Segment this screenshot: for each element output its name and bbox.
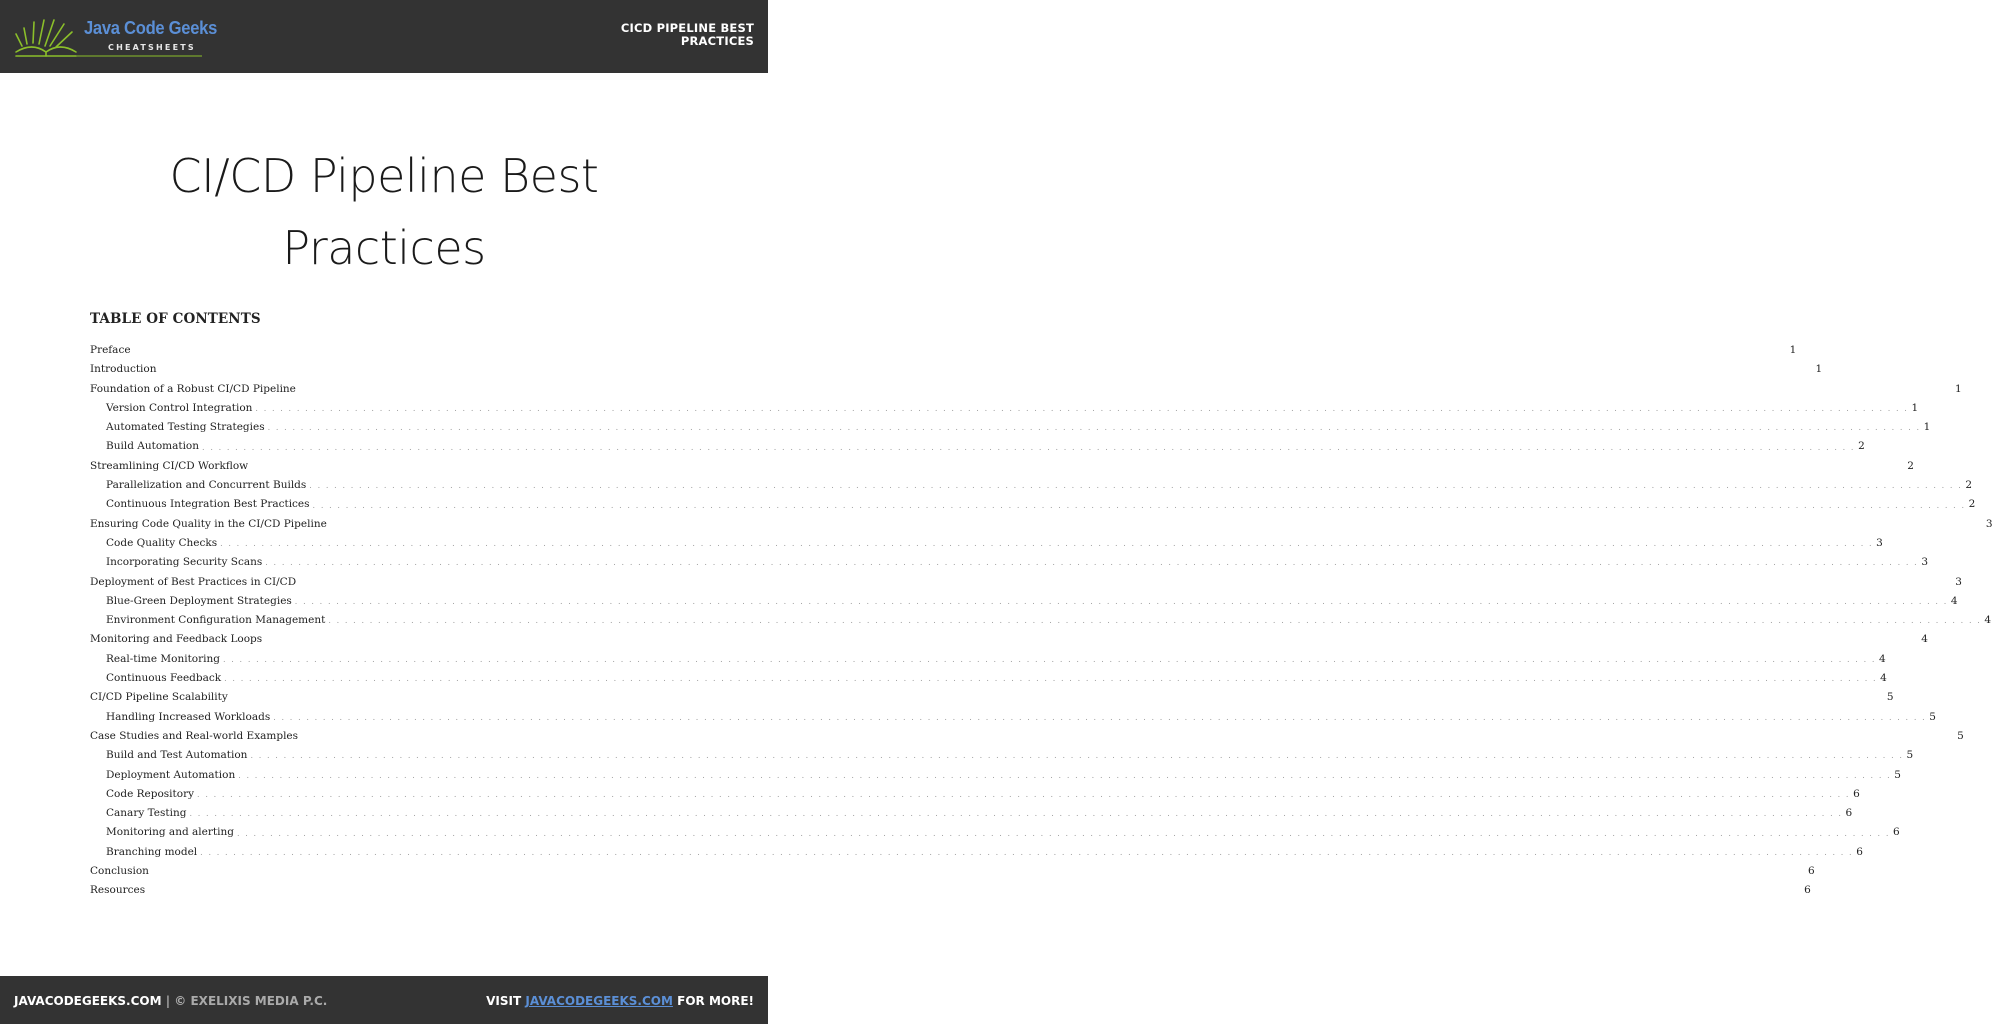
toc-entry[interactable] <box>90 457 1914 476</box>
toc-entry-page-number: 2 <box>1855 437 1865 456</box>
toc-dot-leader: . . . . . . . . . . . . . . . . . . . . . . . . . . . . . . . . . . . . . . . . . . . . . . . . . . . . . . . . . . . . . . . . . . . . . . . . . . . . . . . . . . . . . . . . . . . . . . . . . . . . . . . . . . . . . . . . . . . . . . . . . . . . . . . . . . . . . . . . . . . . . . . . . . . . . . . . . . . . . . . . . . . . . . . . . . . . . . . . . . . . . . . . . . . . . . . . . . . . . . . . <box>265 558 1919 568</box>
toc-entry-label: Streamlining CI/CD Workflow <box>90 457 251 476</box>
toc-entry[interactable] <box>90 476 1973 495</box>
toc-entry[interactable] <box>90 669 1887 688</box>
toc-entry-label: Deployment Automation <box>106 766 238 785</box>
toc-entry-label: Real-time Monitoring <box>106 650 223 669</box>
toc-entry-page-number: 1 <box>1787 341 1797 360</box>
toc-dot-leader: . . . . . . . . . . . . . . . . . . . . . . . . . . . . . . . . . . . . . . . . . . . . . . . . . . . . . . . . . . . . . . . . . . . . . . . . . . . . . . . . . . . . . . . . . . . . . . . . . . . . . . . . . . . . . . . . . . . . . . . . . . . . . . . . . . . . . . . . . . . . . . . . . . . . . . . . . . . . . . . . . . . . . . . . . . . . . . . . . . . . . . . . . . . . . . . . . . . . . . . . <box>189 809 1843 819</box>
toc-entry-page-number: 6 <box>1890 823 1900 842</box>
toc-entry[interactable] <box>90 862 1815 881</box>
toc-entry-label: Build Automation <box>106 437 202 456</box>
toc-entry[interactable] <box>90 534 1883 553</box>
toc-entry-label: Handling Increased Workloads <box>106 708 273 727</box>
header-title-line-2: PRACTICES <box>680 34 754 48</box>
java-code-geeks-logo[interactable] <box>12 12 218 60</box>
toc-entry[interactable] <box>90 341 1797 360</box>
header-document-title <box>554 22 754 48</box>
toc-dot-leader: . . . . . . . . . . . . . . . . . . . . . . . . . . . . . . . . . . . . . . . . . . . . . . . . . . . . . . . . . . . . . . . . . . . . . . . . . . . . . . . . . . . . . . . . . . . . . . . . . . . . . . . . . . . . . . . . . . . . . . . . . . . . . . . . . . . . . . . . . . . . . . . . . . . . . . . . . . . . . . . . . . . . . . . . . . . . . . . . . . . . . . . . . . . . . . . . . . . . . . . . <box>328 616 1982 626</box>
toc-entry-page-number: 4 <box>1877 669 1887 688</box>
toc-dot-leader: . . . . . . . . . . . . . . . . . . . . . . . . . . . . . . . . . . . . . . . . . . . . . . . . . . . . . . . . . . . . . . . . . . . . . . . . . . . . . . . . . . . . . . . . . . . . . . . . . . . . . . . . . . . . . . . . . . . . . . . . . . . . . . . . . . . . . . . . . . . . . . . . . . . . . . . . . . . . . . . . . . . . . . . . . . . . . . . . . . . . . . . . . . . . . . . . . . . . . . . . <box>202 442 1856 452</box>
toc-entry-label: Canary Testing <box>106 804 189 823</box>
toc-entry[interactable] <box>90 553 1928 572</box>
toc-dot-leader: . . . . . . . . . . . . . . . . . . . . . . . . . . . . . . . . . . . . . . . . . . . . . . . . . . . . . . . . . . . . . . . . . . . . . . . . . . . . . . . . . . . . . . . . . . . . . . . . . . . . . . . . . . . . . . . . . . . . . . . . . . . . . . . . . . . . . . . . . . . . . . . . . . . . . . . . . . . . . . . . . . . . . . . . . . . . . . . . . . . . . . . . . . . . . . . . . . . . . . . . <box>273 712 1927 722</box>
toc-dot-leader: . . . . . . . . . . . . . . . . . . . . . . . . . . . . . . . . . . . . . . . . . . . . . . . . . . . . . . . . . . . . . . . . . . . . . . . . . . . . . . . . . . . . . . . . . . . . . . . . . . . . . . . . . . . . . . . . . . . . . . . . . . . . . . . . . . . . . . . . . . . . . . . . . . . . . . . . . . . . . . . . . . . . . . . . . . . . . . . . . . . . . . . . . . . . . . . . . . . . . . . . <box>267 423 1921 433</box>
toc-entry-label: Monitoring and alerting <box>106 823 237 842</box>
open-book-rays-logo-icon <box>12 12 84 60</box>
footer-site-name: JAVACODEGEEKS.COM <box>14 994 162 1008</box>
toc-dot-leader: . . . . . . . . . . . . . . . . . . . . . . . . . . . . . . . . . . . . . . . . . . . . . . . . . . . . . . . . . . . . . . . . . . . . . . . . . . . . . . . . . . . . . . . . . . . . . . . . . . . . . . . . . . . . . . . . . . . . . . . . . . . . . . . . . . . . . . . . . . . . . . . . . . . . . . . . . . . . . . . . . . . . . . . . . . . . . . . . . . . . . . . . . . . . . . . . . . . . . . . . <box>238 770 1892 780</box>
toc-entry-label: Deployment of Best Practices in CI/CD <box>90 573 299 592</box>
toc-entry[interactable] <box>90 746 1914 765</box>
toc-entry-page-number: 3 <box>1952 573 1962 592</box>
toc-entry-label: Preface <box>90 341 134 360</box>
toc-entry-label: Incorporating Security Scans <box>106 553 265 572</box>
toc-entry-page-number: 5 <box>1954 727 1964 746</box>
toc-dot-leader: . . . . . . . . . . . . . . . . . . . . . . . . . . . . . . . . . . . . . . . . . . . . . . . . . . . . . . . . . . . . . . . . . . . . . . . . . . . . . . . . . . . . . . . . . . . . . . . . . . . . . . . . . . . . . . . . . . . . . . . . . . . . . . . . . . . . . . . . . . . . . . . . . . . . . . . . . . . . . . . . . . . . . . . . . . . . . . . . . . . . . . . . . . . . . . . . . . . . . . . . <box>224 674 1878 684</box>
toc-entry-label: Foundation of a Robust CI/CD Pipeline <box>90 380 299 399</box>
toc-entry[interactable] <box>90 380 1962 399</box>
toc-entry[interactable] <box>90 650 1886 669</box>
toc-entry-page-number: 6 <box>1843 804 1853 823</box>
toc-entry[interactable] <box>90 766 1901 785</box>
toc-entry[interactable] <box>90 592 1958 611</box>
toc-entry-label: Introduction <box>90 360 160 379</box>
toc-dot-leader: . . . . . . . . . . . . . . . . . . . . . . . . . . . . . . . . . . . . . . . . . . . . . . . . . . . . . . . . . . . . . . . . . . . . . . . . . . . . . . . . . . . . . . . . . . . . . . . . . . . . . . . . . . . . . . . . . . . . . . . . . . . . . . . . . . . . . . . . . . . . . . . . . . . . . . . . . . . . . . . . . . . . . . . . . . . . . . . . . . . . . . . . . . . . . . . . . . . . . . . . <box>255 404 1909 414</box>
footer-site-link[interactable]: JAVACODEGEEKS.COM <box>525 994 673 1008</box>
toc-entry-page-number: 4 <box>1981 611 1991 630</box>
page-footer <box>0 976 768 1024</box>
toc-dot-leader: . . . . . . . . . . . . . . . . . . . . . . . . . . . . . . . . . . . . . . . . . . . . . . . . . . . . . . . . . . . . . . . . . . . . . . . . . . . . . . . . . . . . . . . . . . . . . . . . . . . . . . . . . . . . . . . . . . . . . . . . . . . . . . . . . . . . . . . . . . . . . . . . . . . . . . . . . . . . . . . . . . . . . . . . . . . . . . . . . . . . . . . . . . . . . . . . . . . . . . . . <box>197 789 1851 799</box>
toc-entry[interactable] <box>90 804 1853 823</box>
toc-entry-label: Build and Test Automation <box>106 746 250 765</box>
toc-dot-leader: . . . . . . . . . . . . . . . . . . . . . . . . . . . . . . . . . . . . . . . . . . . . . . . . . . . . . . . . . . . . . . . . . . . . . . . . . . . . . . . . . . . . . . . . . . . . . . . . . . . . . . . . . . . . . . . . . . . . . . . . . . . . . . . . . . . . . . . . . . . . . . . . . . . . . . . . . . . . . . . . . . . . . . . . . . . . . . . . . . . . . . . . . . . . . . . . . . . . . . . . <box>200 847 1854 857</box>
toc-entry[interactable] <box>90 418 1931 437</box>
page-header <box>0 0 768 73</box>
toc-entry-label: Automated Testing Strategies <box>106 418 268 437</box>
toc-entry[interactable] <box>90 785 1860 804</box>
toc-entry-label: Continuous Integration Best Practices <box>106 495 313 514</box>
toc-entry-page-number: 2 <box>1904 457 1914 476</box>
toc-entry-page-number: 3 <box>1873 534 1883 553</box>
toc-entry-label: Environment Configuration Management <box>106 611 328 630</box>
footer-visit <box>486 994 754 1008</box>
toc-entry-page-number: 6 <box>1853 843 1863 862</box>
toc-entry-page-number: 4 <box>1918 630 1928 649</box>
toc-entry-label: Continuous Feedback <box>106 669 224 688</box>
toc-entry[interactable] <box>90 727 1964 746</box>
toc-entry[interactable] <box>90 399 1919 418</box>
footer-visit-suffix: FOR MORE! <box>677 994 754 1008</box>
toc-entry-label: Ensuring Code Quality in the CI/CD Pipeline <box>90 515 330 534</box>
document-title-line-2: Practices <box>282 221 486 275</box>
toc-entry-page-number: 6 <box>1805 862 1815 881</box>
toc-entry[interactable] <box>90 708 1936 727</box>
toc-entry-page-number: 5 <box>1904 746 1914 765</box>
toc-entry-label: Conclusion <box>90 862 152 881</box>
toc-entry-label: CI/CD Pipeline Scalability <box>90 688 231 707</box>
toc-dot-leader: . . . . . . . . . . . . . . . . . . . . . . . . . . . . . . . . . . . . . . . . . . . . . . . . . . . . . . . . . . . . . . . . . . . . . . . . . . . . . . . . . . . . . . . . . . . . . . . . . . . . . . . . . . . . . . . . . . . . . . . . . . . . . . . . . . . . . . . . . . . . . . . . . . . . . . . . . . . . . . . . . . . . . . . . . . . . . . . . . . . . . . . . . . . . . . . . . . . . . . . . <box>236 828 1890 838</box>
toc-entry[interactable] <box>90 611 1992 630</box>
toc-entry-page-number: 2 <box>1962 476 1972 495</box>
toc-entry-label: Case Studies and Real-world Examples <box>90 727 301 746</box>
document-title-line-1: CI/CD Pipeline Best <box>169 149 599 203</box>
footer-copyright <box>14 994 327 1008</box>
header-title-line-1: CICD PIPELINE BEST <box>620 21 754 35</box>
toc-entry[interactable] <box>90 823 1900 842</box>
toc-entry[interactable] <box>90 630 1928 649</box>
toc-entry-page-number: 5 <box>1884 688 1894 707</box>
toc-dot-leader: . . . . . . . . . . . . . . . . . . . . . . . . . . . . . . . . . . . . . . . . . . . . . . . . . . . . . . . . . . . . . . . . . . . . . . . . . . . . . . . . . . . . . . . . . . . . . . . . . . . . . . . . . . . . . . . . . . . . . . . . . . . . . . . . . . . . . . . . . . . . . . . . . . . . . . . . . . . . . . . . . . . . . . . . . . . . . . . . . . . . . . . . . . . . . . . . . . . . . . . . <box>250 751 1904 761</box>
toc-entry[interactable] <box>90 573 1962 592</box>
toc-entry-page-number: 6 <box>1801 881 1811 900</box>
logo-subtitle: CHEATSHEETS <box>108 43 196 52</box>
footer-copyright-text: | © EXELIXIS MEDIA P.C. <box>165 994 328 1008</box>
toc-entry[interactable] <box>90 843 1863 862</box>
toc-heading: TABLE OF CONTENTS <box>90 311 261 327</box>
toc-entry-page-number: 4 <box>1948 592 1958 611</box>
toc-entry[interactable] <box>90 688 1894 707</box>
toc-entry-label: Branching model <box>106 843 200 862</box>
toc-entry-page-number: 2 <box>1966 495 1976 514</box>
toc-entry-page-number: 6 <box>1850 785 1860 804</box>
toc-entry-page-number: 3 <box>1918 553 1928 572</box>
toc-entry[interactable] <box>90 360 1823 379</box>
toc-entry-label: Code Quality Checks <box>106 534 220 553</box>
toc-entry-page-number: 4 <box>1876 650 1886 669</box>
toc-entry-page-number: 1 <box>1908 399 1918 418</box>
toc-entry-label: Resources <box>90 881 148 900</box>
toc-dot-leader: . . . . . . . . . . . . . . . . . . . . . . . . . . . . . . . . . . . . . . . . . . . . . . . . . . . . . . . . . . . . . . . . . . . . . . . . . . . . . . . . . . . . . . . . . . . . . . . . . . . . . . . . . . . . . . . . . . . . . . . . . . . . . . . . . . . . . . . . . . . . . . . . . . . . . . . . . . . . . . . . . . . . . . . . . . . . . . . . . . . . . . . . . . . . . . . . . . . . . . . . <box>294 597 1948 606</box>
table-of-contents <box>90 341 1993 901</box>
toc-dot-leader: . . . . . . . . . . . . . . . . . . . . . . . . . . . . . . . . . . . . . . . . . . . . . . . . . . . . . . . . . . . . . . . . . . . . . . . . . . . . . . . . . . . . . . . . . . . . . . . . . . . . . . . . . . . . . . . . . . . . . . . . . . . . . . . . . . . . . . . . . . . . . . . . . . . . . . . . . . . . . . . . . . . . . . . . . . . . . . . . . . . . . . . . . . . . . . . . . . . . . . . . <box>312 500 1966 510</box>
toc-entry-page-number: 5 <box>1926 708 1936 727</box>
logo-title: Java Code Geeks <box>84 18 218 38</box>
toc-entry-page-number: 1 <box>1952 380 1962 399</box>
toc-entry-label: Monitoring and Feedback Loops <box>90 630 265 649</box>
toc-entry-label: Code Repository <box>106 785 197 804</box>
toc-dot-leader: . . . . . . . . . . . . . . . . . . . . . . . . . . . . . . . . . . . . . . . . . . . . . . . . . . . . . . . . . . . . . . . . . . . . . . . . . . . . . . . . . . . . . . . . . . . . . . . . . . . . . . . . . . . . . . . . . . . . . . . . . . . . . . . . . . . . . . . . . . . . . . . . . . . . . . . . . . . . . . . . . . . . . . . . . . . . . . . . . . . . . . . . . . . . . . . . . . . . . . . . <box>220 539 1874 549</box>
toc-entry[interactable] <box>90 495 1976 514</box>
toc-entry[interactable] <box>90 515 1993 534</box>
toc-entry-label: Parallelization and Concurrent Builds <box>106 476 309 495</box>
toc-entry[interactable] <box>90 881 1811 900</box>
toc-entry-label: Blue-Green Deployment Strategies <box>106 592 295 611</box>
toc-entry-page-number: 3 <box>1983 515 1993 534</box>
document-title <box>0 140 768 284</box>
toc-entry[interactable] <box>90 437 1865 456</box>
footer-visit-prefix: VISIT <box>486 994 522 1008</box>
toc-entry-page-number: 5 <box>1891 766 1901 785</box>
toc-entry-page-number: 1 <box>1813 360 1823 379</box>
toc-dot-leader: . . . . . . . . . . . . . . . . . . . . . . . . . . . . . . . . . . . . . . . . . . . . . . . . . . . . . . . . . . . . . . . . . . . . . . . . . . . . . . . . . . . . . . . . . . . . . . . . . . . . . . . . . . . . . . . . . . . . . . . . . . . . . . . . . . . . . . . . . . . . . . . . . . . . . . . . . . . . . . . . . . . . . . . . . . . . . . . . . . . . . . . . . . . . . . . . . . . . . . . . <box>309 481 1963 491</box>
toc-dot-leader: . . . . . . . . . . . . . . . . . . . . . . . . . . . . . . . . . . . . . . . . . . . . . . . . . . . . . . . . . . . . . . . . . . . . . . . . . . . . . . . . . . . . . . . . . . . . . . . . . . . . . . . . . . . . . . . . . . . . . . . . . . . . . . . . . . . . . . . . . . . . . . . . . . . . . . . . . . . . . . . . . . . . . . . . . . . . . . . . . . . . . . . . . . . . . . . . . . . . . . . . <box>222 654 1877 664</box>
toc-entry-page-number: 1 <box>1921 418 1931 437</box>
toc-entry-label: Version Control Integration <box>106 399 255 418</box>
